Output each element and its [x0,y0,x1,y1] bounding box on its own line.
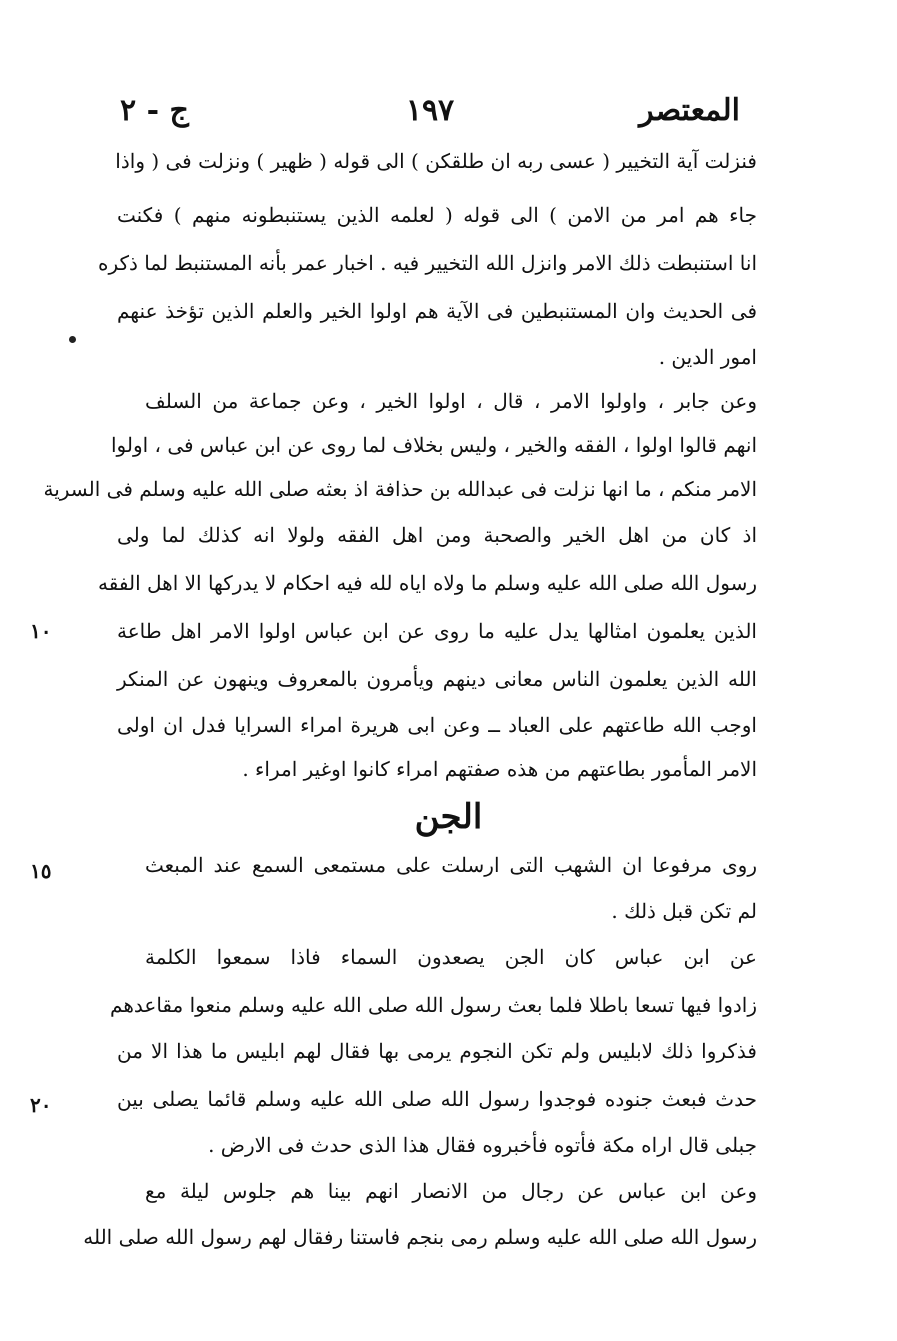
text-line: عن ابن عباس كان الجن يصعدون السماء فاذا سمعوا الكلمة [145,945,757,969]
page-number: ١٩٧ [405,93,455,128]
text-line: رسول الله صلى الله عليه وسلم ما ولاه اياه لله فيه احكام لا يدركها الا اهل الفقه [98,571,757,595]
text-line: فذكروا ذلك لابليس ولم تكن النجوم يرمى بها فقال لهم ابليس ما هذا الا من [117,1039,757,1063]
margin-dot [69,336,76,343]
line-number-15: ١٥ [30,859,52,883]
book-title: المعتصر [639,93,740,128]
text-line: الذين يعلمون امثالها يدل عليه ما روى عن ابن عباس اولوا الامر اهل طاعة [117,619,757,643]
text-line: روى مرفوعا ان الشهب التى ارسلت على مستمعى السمع عند المبعث [145,853,757,877]
volume-label: ج - ٢ [120,93,189,128]
text-line: جاء هم امر من الامن ) الى قوله ( لعلمه الذين يستنبطونه منهم ) فكنت [117,203,757,227]
text-line: وعن ابن عباس عن رجال من الانصار انهم بينا هم جلوس ليلة مع [145,1179,757,1203]
text-line: حدث فبعث جنوده فوجدوا رسول الله صلى الله عليه وسلم قائما يصلى بين [117,1087,757,1111]
text-line: جبلى قال اراه مكة فأتوه فأخبروه فقال هذا الذى حدث فى الارض . [208,1133,757,1157]
text-line: اوجب الله طاعتهم على العباد ــ وعن ابى هريرة امراء السرايا فدل ان اولى [117,713,757,737]
text-line: فى الحديث وان المستنبطين فى الآية هم اولوا الخير والعلم الذين تؤخذ عنهم [117,299,757,323]
text-line: انهم قالوا اولوا ، الفقه والخير ، وليس بخلاف لما روى عن ابن عباس فى ، اولوا [110,433,757,457]
text-line: الله الذين يعلمون الناس معانى دينهم ويأمرون بالمعروف وينهون عن المنكر [117,667,757,691]
page-header [120,88,740,134]
text-line: الامر منكم ، ما انها نزلت فى عبدالله بن حذافة اذ بعثه صلى الله عليه وسلم فى السرية [43,477,757,501]
section-heading: الجن [414,797,483,837]
text-line: زادوا فيها تسعا باطلا فلما بعث رسول الله صلى الله عليه وسلم منعوا مقاعدهم [110,993,757,1017]
text-line: انا استنبطت ذلك الامر وانزل الله التخيير فيه . اخبار عمر بأنه المستنبط لما ذكره [98,251,757,275]
text-line: اذ كان من اهل الخير والصحبة ومن اهل الفقه ولولا انه كذلك لما ولى [117,523,757,547]
line-number-10: ١٠ [30,619,52,643]
line-number-20: ٢٠ [30,1093,52,1117]
text-line: الامر المأمور بطاعتهم من هذه صفتهم امراء كانوا اوغير امراء . [242,757,757,781]
text-line: لم تكن قبل ذلك . [611,899,757,923]
text-line: فنزلت آية التخيير ( عسى ربه ان طلقكن ) الى قوله ( ظهير ) ونزلت فى ( واذا [115,149,757,173]
text-line: امور الدين . [658,345,757,369]
text-line: رسول الله صلى الله عليه وسلم رمى بنجم فاستنا رفقال لهم رسول الله صلى الله [83,1225,757,1249]
text-line: وعن جابر ، واولوا الامر ، قال ، اولوا الخير ، وعن جماعة من السلف [145,389,757,413]
